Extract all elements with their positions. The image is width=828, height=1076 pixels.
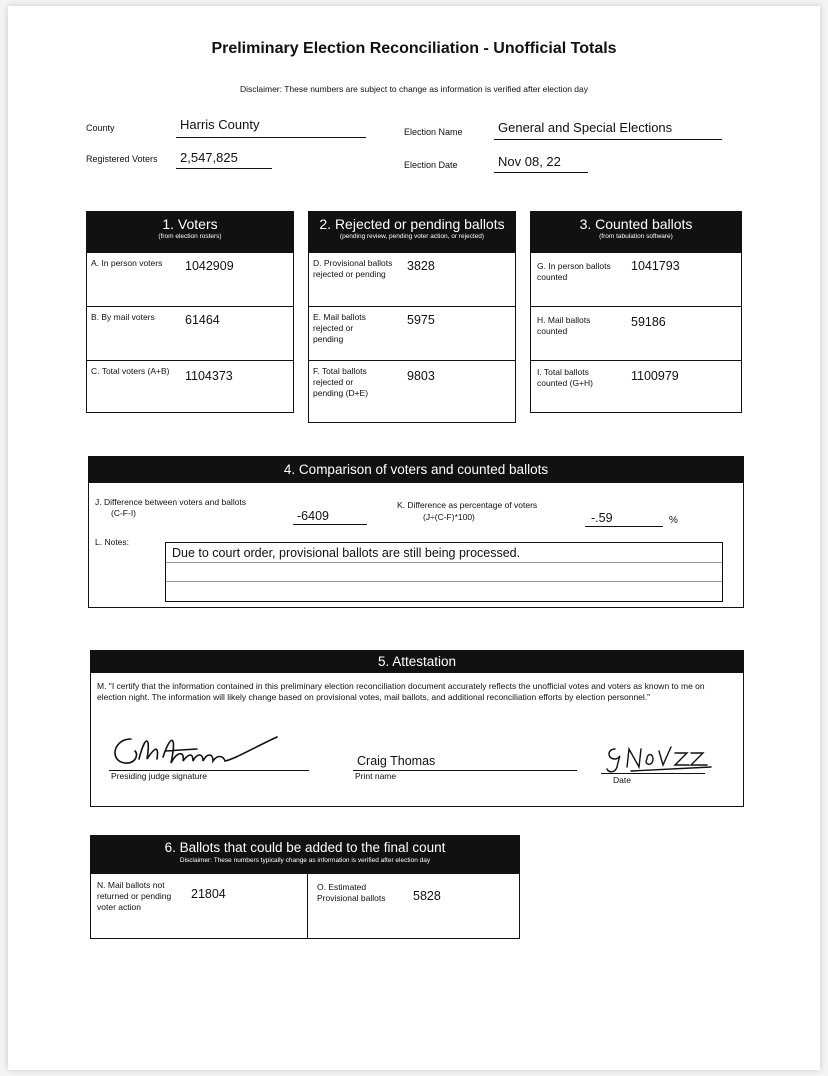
difference-value: -6409 bbox=[297, 509, 329, 523]
total-voters-label: C. Total voters (A+B) bbox=[91, 366, 170, 376]
registered-underline bbox=[176, 168, 272, 169]
header-disclaimer: Disclaimer: These numbers are subject to change as information is verified after election day bbox=[239, 84, 589, 94]
in-person-counted-label: G. In person ballots counted bbox=[537, 261, 611, 282]
judge-signature-mark bbox=[105, 729, 305, 773]
cell-h bbox=[531, 306, 741, 361]
print-name-value: Craig Thomas bbox=[357, 754, 436, 768]
county-value: Harris County bbox=[180, 117, 260, 132]
cell-a bbox=[87, 252, 293, 307]
election-date-underline bbox=[494, 172, 588, 173]
final-count-box bbox=[90, 835, 520, 939]
rejected-title: 2. Rejected or pending ballots bbox=[319, 216, 505, 232]
cell-f bbox=[309, 360, 515, 422]
election-date-label: Election Date bbox=[404, 160, 458, 170]
notes-field bbox=[165, 542, 723, 602]
total-voters-value: 1104373 bbox=[185, 369, 233, 383]
difference-label: J. Difference between voters and ballots bbox=[95, 497, 247, 507]
percentage-underline bbox=[585, 526, 663, 527]
cell-d bbox=[309, 252, 515, 307]
comparison-title: 4. Comparison of voters and counted ballots bbox=[89, 457, 743, 483]
election-name-underline bbox=[494, 139, 722, 140]
mail-counted-value: 59186 bbox=[631, 315, 666, 329]
county-underline bbox=[176, 137, 366, 138]
attestation-statement: M. "I certify that the information contained in this preliminary election reconciliation document accurately reflects the unofficial votes and voters as known to me on election night. The information will likely change based on provisional votes, mail ballots, and additional reconciliation efforts by election personnel." bbox=[97, 681, 705, 702]
county-label: County bbox=[86, 123, 115, 133]
provisional-rejected-label: D. Provisional ballots rejected or pending bbox=[313, 258, 393, 279]
comparison-box bbox=[88, 456, 744, 608]
counted-header bbox=[531, 212, 741, 252]
final-count-title: 6. Ballots that could be added to the final count bbox=[164, 840, 446, 855]
mail-counted-label: H. Mail ballots counted bbox=[537, 315, 591, 336]
attestation-box bbox=[90, 650, 744, 807]
in-person-voters-label: A. In person voters bbox=[91, 258, 163, 268]
signature-label: Presiding judge signature bbox=[111, 771, 207, 781]
voters-header bbox=[87, 212, 293, 252]
percentage-label: K. Difference as percentage of voters bbox=[397, 500, 538, 510]
voters-box bbox=[86, 211, 294, 413]
cell-g bbox=[531, 252, 741, 307]
voters-subtitle: (from election rosters) bbox=[158, 233, 222, 240]
notes-label: L. Notes: bbox=[95, 537, 130, 547]
in-person-counted-value: 1041793 bbox=[631, 259, 680, 273]
cell-e bbox=[309, 306, 515, 361]
in-person-voters-value: 1042909 bbox=[185, 259, 234, 273]
registered-voters-value: 2,547,825 bbox=[180, 150, 238, 165]
notes-rule-2 bbox=[166, 581, 722, 582]
final-count-divider bbox=[307, 874, 308, 938]
provisional-rejected-value: 3828 bbox=[407, 259, 435, 273]
counted-box bbox=[530, 211, 742, 413]
cell-i bbox=[531, 360, 741, 412]
notes-rule-1 bbox=[166, 562, 722, 563]
percentage-formula: (J÷(C-F)*100) bbox=[423, 512, 475, 522]
election-name-label: Election Name bbox=[404, 127, 463, 137]
cell-b bbox=[87, 306, 293, 361]
estimated-provisional-value: 5828 bbox=[413, 889, 441, 903]
rejected-box bbox=[308, 211, 516, 423]
print-name-label: Print name bbox=[355, 771, 397, 781]
handwritten-date-mark bbox=[601, 743, 717, 777]
difference-underline bbox=[293, 524, 367, 525]
by-mail-voters-label: B. By mail voters bbox=[91, 312, 155, 322]
percentage-value: -.59 bbox=[591, 511, 613, 525]
registered-voters-label: Registered Voters bbox=[86, 154, 158, 164]
date-label: Date bbox=[613, 775, 631, 785]
final-count-header bbox=[91, 836, 519, 874]
total-counted-label: I. Total ballots counted (G+H) bbox=[537, 367, 593, 388]
mail-rejected-label: E. Mail ballots rejected or pending bbox=[313, 312, 366, 344]
counted-title: 3. Counted ballots bbox=[579, 216, 693, 232]
notes-text: Due to court order, provisional ballots are still being processed. bbox=[172, 546, 521, 560]
final-count-subtitle: Disclaimer: These numbers typically change as information is verified after election day bbox=[179, 857, 431, 864]
page-title: Preliminary Election Reconciliation - Unofficial Totals bbox=[211, 40, 617, 57]
election-date-value: Nov 08, 22 bbox=[498, 154, 561, 169]
voters-title: 1. Voters bbox=[162, 216, 218, 232]
mail-not-returned-label: N. Mail ballots not returned or pending voter action bbox=[97, 880, 172, 912]
mail-not-returned-value: 21804 bbox=[191, 887, 226, 901]
rejected-subtitle: (pending review, pending voter action, or rejected) bbox=[339, 233, 485, 240]
by-mail-voters-value: 61464 bbox=[185, 313, 220, 327]
cell-c bbox=[87, 360, 293, 412]
date-underline bbox=[601, 773, 705, 774]
counted-subtitle: (from tabulation software) bbox=[599, 233, 673, 240]
election-name-value: General and Special Elections bbox=[498, 120, 673, 135]
percentage-unit: % bbox=[669, 515, 678, 526]
attestation-title: 5. Attestation bbox=[91, 651, 743, 673]
total-counted-value: 1100979 bbox=[631, 369, 679, 383]
total-rejected-label: F. Total ballots rejected or pending (D+E) bbox=[313, 366, 369, 398]
rejected-header bbox=[309, 212, 515, 252]
difference-formula: (C-F-I) bbox=[111, 508, 137, 518]
total-rejected-value: 9803 bbox=[407, 369, 435, 383]
estimated-provisional-label: O. Estimated Provisional ballots bbox=[317, 882, 386, 903]
mail-rejected-value: 5975 bbox=[407, 313, 435, 327]
